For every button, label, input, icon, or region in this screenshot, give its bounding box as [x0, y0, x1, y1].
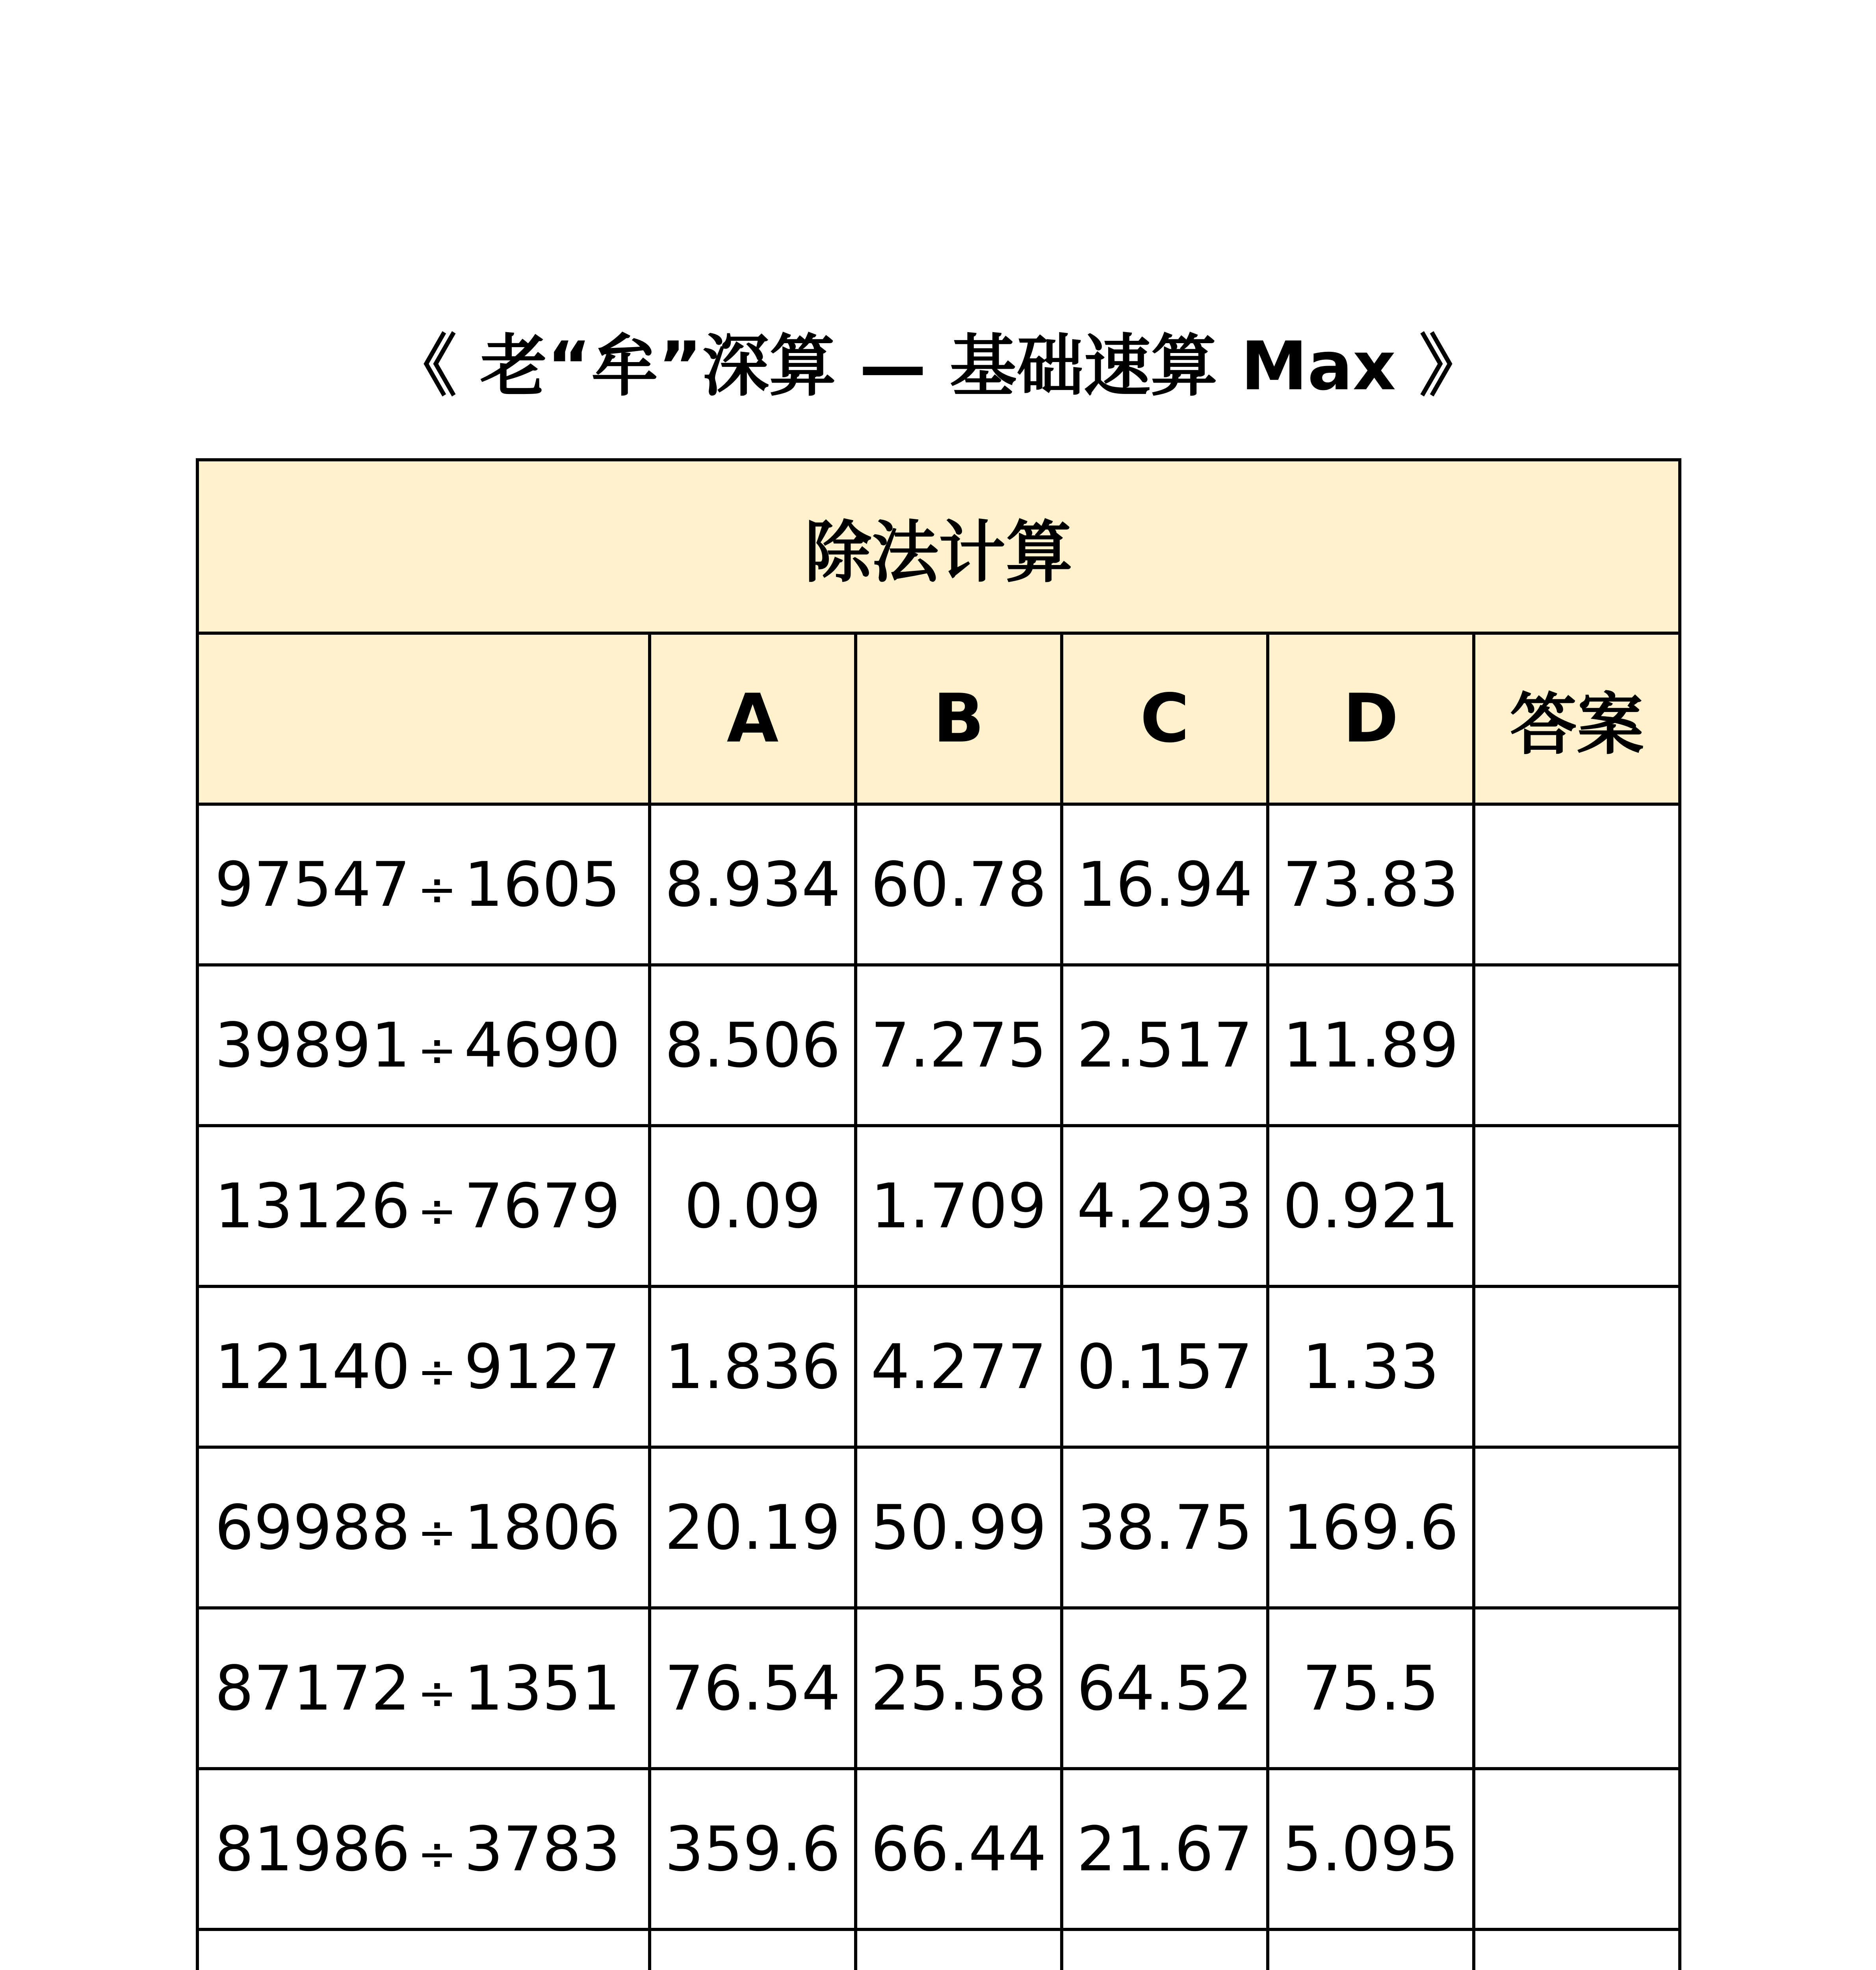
divisor: 1605 — [464, 849, 620, 920]
divisor: 3783 — [464, 1813, 620, 1885]
division-sign: ÷ — [417, 1827, 457, 1882]
section-title: 除法计算 — [197, 460, 1680, 633]
answer-cell[interactable] — [1474, 1126, 1680, 1286]
answer-cell[interactable] — [1474, 1447, 1680, 1608]
table-row — [197, 804, 1680, 965]
problem-cell — [197, 1929, 650, 1970]
option-c-cell: 21.67 — [1062, 1769, 1268, 1929]
divisor: 4690 — [464, 1009, 620, 1081]
answer-cell[interactable] — [1474, 1286, 1680, 1447]
dividend: 13126 — [215, 1170, 410, 1242]
option-d-cell: 5.095 — [1268, 1769, 1474, 1929]
option-c-cell: 2.517 — [1062, 965, 1268, 1126]
division-sign: ÷ — [417, 1505, 457, 1560]
column-header-b: B — [856, 633, 1062, 804]
option-d-cell: 1.33 — [1268, 1286, 1474, 1447]
dividend: 81986 — [215, 1813, 410, 1885]
division-worksheet-table — [196, 458, 1681, 1970]
option-a-cell: 20.19 — [650, 1447, 856, 1608]
divisor: 1806 — [464, 1492, 620, 1563]
option-b-cell: 1.709 — [856, 1126, 1062, 1286]
answer-cell[interactable] — [1474, 804, 1680, 965]
problem-cell — [197, 1126, 650, 1286]
option-a-cell: 8.934 — [650, 804, 856, 965]
dividend: 12140 — [215, 1331, 410, 1403]
table-row — [197, 1286, 1680, 1447]
option-a-cell: 1.836 — [650, 1286, 856, 1447]
answer-cell[interactable] — [1474, 1929, 1680, 1970]
division-sign: ÷ — [417, 1345, 457, 1399]
option-d-cell — [1268, 1929, 1474, 1970]
table-row — [197, 1608, 1680, 1769]
division-sign: ÷ — [417, 1666, 457, 1721]
option-d-cell: 0.921 — [1268, 1126, 1474, 1286]
option-d-cell: 11.89 — [1268, 965, 1474, 1126]
option-b-cell: 25.58 — [856, 1608, 1062, 1769]
answer-cell[interactable] — [1474, 1608, 1680, 1769]
table-row — [197, 1769, 1680, 1929]
option-a-cell: 0.09 — [650, 1126, 856, 1286]
division-sign: ÷ — [417, 1184, 457, 1239]
dividend: 97547 — [215, 849, 410, 920]
option-b-cell: 60.78 — [856, 804, 1062, 965]
answer-cell[interactable] — [1474, 1769, 1680, 1929]
option-c-cell — [1062, 1929, 1268, 1970]
option-b-cell — [856, 1929, 1062, 1970]
problem-cell — [197, 1608, 650, 1769]
table-row — [197, 1447, 1680, 1608]
option-b-cell: 50.99 — [856, 1447, 1062, 1608]
problem-cell — [197, 1286, 650, 1447]
option-d-cell: 169.6 — [1268, 1447, 1474, 1608]
table-row — [197, 1929, 1680, 1970]
dividend: 39891 — [215, 1009, 410, 1081]
option-c-cell: 38.75 — [1062, 1447, 1268, 1608]
option-c-cell: 0.157 — [1062, 1286, 1268, 1447]
option-c-cell: 4.293 — [1062, 1126, 1268, 1286]
column-header-a: A — [650, 633, 856, 804]
divisor: 7679 — [464, 1170, 620, 1242]
option-b-cell: 4.277 — [856, 1286, 1062, 1447]
divisor: 1351 — [464, 1652, 620, 1724]
table-row — [197, 965, 1680, 1126]
option-b-cell: 7.275 — [856, 965, 1062, 1126]
option-a-cell: 359.6 — [650, 1769, 856, 1929]
problem-cell — [197, 1447, 650, 1608]
section-banner-row — [197, 460, 1680, 633]
option-c-cell: 16.94 — [1062, 804, 1268, 965]
column-header-answer: 答案 — [1474, 633, 1680, 804]
option-c-cell: 64.52 — [1062, 1608, 1268, 1769]
column-header-d: D — [1268, 633, 1474, 804]
column-header-row — [197, 633, 1680, 804]
problem-cell — [197, 965, 650, 1126]
problem-rows — [197, 804, 1680, 1970]
problem-cell — [197, 804, 650, 965]
option-a-cell: 8.506 — [650, 965, 856, 1126]
division-sign: ÷ — [417, 862, 457, 917]
column-header-c: C — [1062, 633, 1268, 804]
answer-cell[interactable] — [1474, 965, 1680, 1126]
divisor: 9127 — [464, 1331, 620, 1403]
column-header-problem — [197, 633, 650, 804]
dividend: 69988 — [215, 1492, 410, 1563]
option-a-cell — [650, 1929, 856, 1970]
dividend: 87172 — [215, 1652, 410, 1724]
division-sign: ÷ — [417, 1023, 457, 1078]
problem-cell — [197, 1769, 650, 1929]
option-d-cell: 73.83 — [1268, 804, 1474, 965]
option-a-cell: 76.54 — [650, 1608, 856, 1769]
option-d-cell: 75.5 — [1268, 1608, 1474, 1769]
page-title: 《 老“牟”深算 — 基础速算 Max 》 — [390, 327, 1486, 405]
table-row — [197, 1126, 1680, 1286]
option-b-cell: 66.44 — [856, 1769, 1062, 1929]
